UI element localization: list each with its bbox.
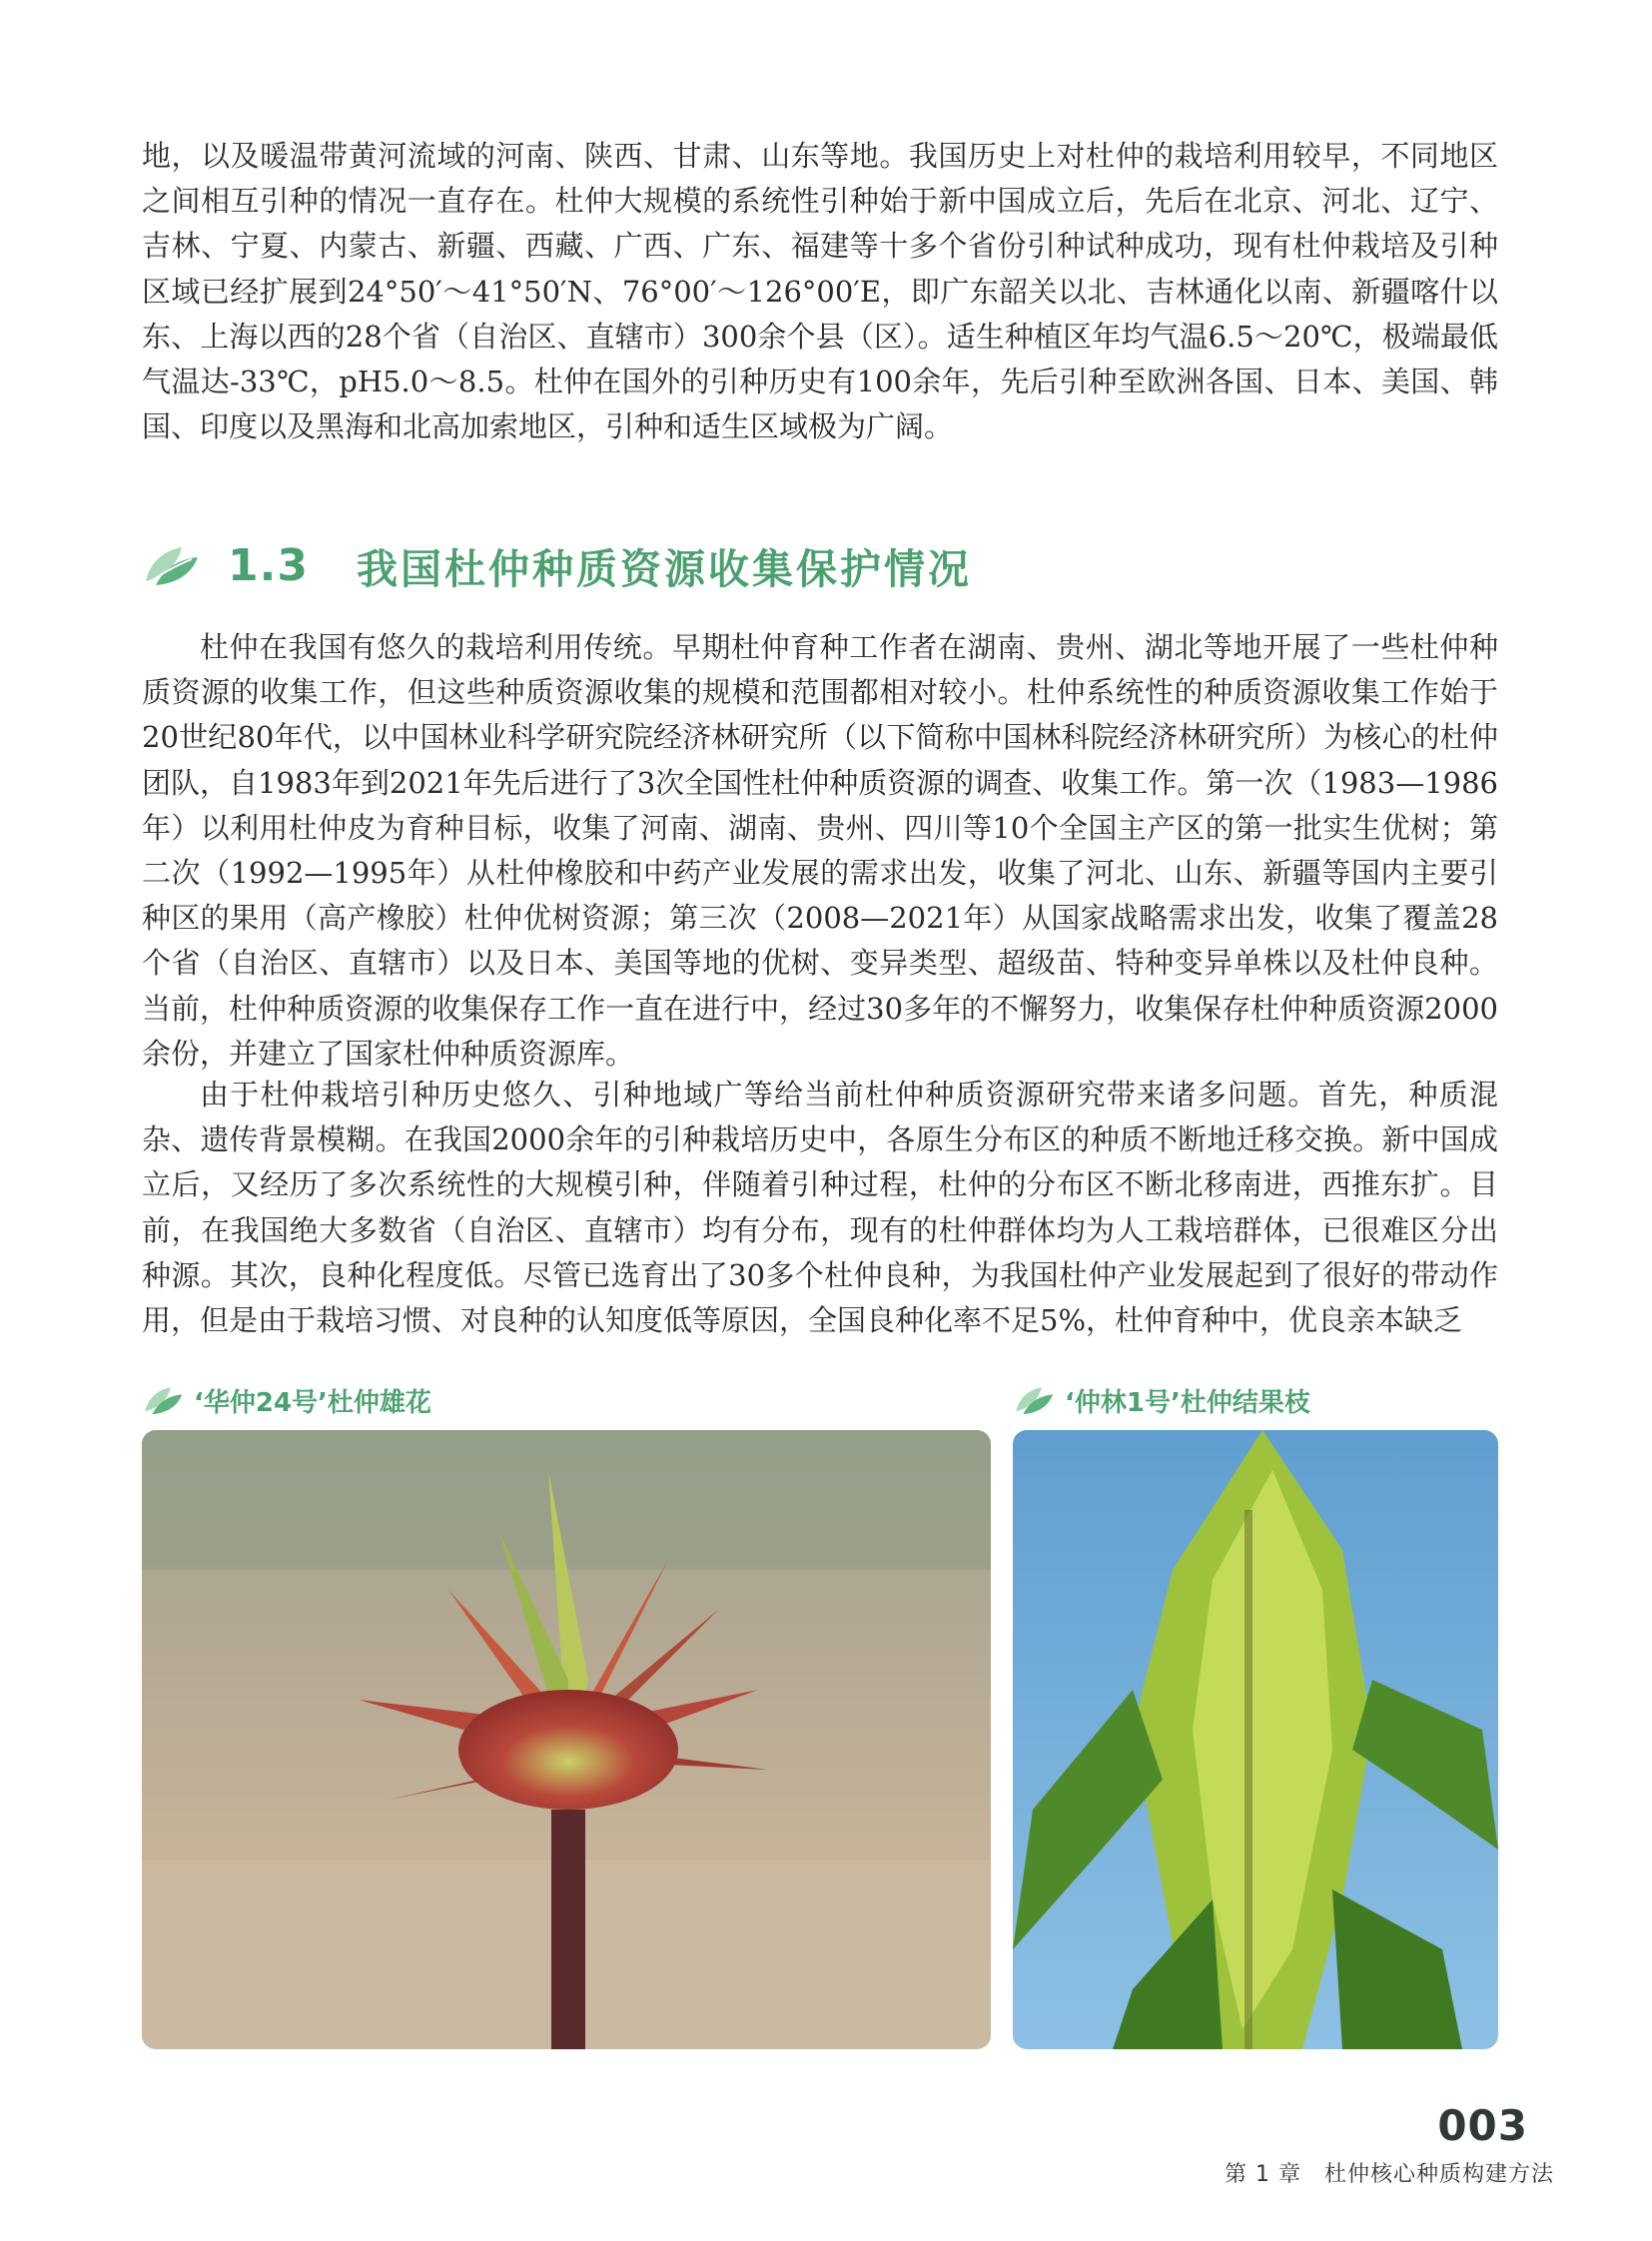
male-flower-photo: [142, 1430, 991, 2049]
leaf-icon: [1013, 1383, 1055, 1417]
page-number: 003: [1437, 2101, 1528, 2150]
body-paragraph-1: 地，以及暖温带黄河流域的河南、陕西、甘肃、山东等地。我国历史上对杜仲的栽培利用较早，不同地区之间相互引种的情况一直存在。杜仲大规模的系统性引种始于新中国成立后，先后在北京、河北、辽宁、吉林、宁夏、内蒙古、新疆、西藏、广西、广东、福建等十多个省份引种试种成功，现有杜仲栽培及引种区域已经扩展到24°50′～41°50′N、76°00′～126°00′E，即广东韶关以北、吉林通化以南、新疆喀什以东、上海以西的28个省（自治区、直辖市）300余个县（区）。适生种植区年均气温6.5～20℃，极端最低气温达-33℃，pH5.0～8.5。杜仲在国外的引种历史有100余年，先后引种至欧洲各国、日本、美国、韩国、印度以及黑海和北高加索地区，引种和适生区域极为广阔。: [142, 139, 1498, 444]
section-number: 1.3: [228, 539, 309, 591]
chapter-label: 第 1 章 杜仲核心种质构建方法: [1225, 2162, 1554, 2187]
figure-caption-left-text: ‘华仲24号’杜仲雄花: [194, 1387, 431, 1418]
section-heading: [142, 533, 972, 597]
leaf-icon: [142, 541, 200, 589]
body-paragraph-3: 由于杜仲栽培引种历史悠久、引种地域广等给当前杜仲种质资源研究带来诸多问题。首先，种质混杂、遗传背景模糊。在我国2000余年的引种栽培历史中，各原生分布区的种质不断地迁移交换。新中国成立后，又经历了多次系统性的大规模引种，伴随着引种过程，杜仲的分布区不断北移南进，西推东扩。目前，在我国绝大多数省（自治区、直辖市）均有分布，现有的杜仲群体均为人工栽培群体，已很难区分出种源。其次，良种化程度低。尽管已选育出了30多个杜仲良种，为我国杜仲产业发展起到了很好的带动作用，但是由于栽培习惯、对良种的认知度低等原因，全国良种化率不足5%，杜仲育种中，优良亲本缺乏: [142, 1078, 1498, 1338]
section-title: 我国杜仲种质资源收集保护情况: [356, 544, 972, 593]
body-paragraph-2: 杜仲在我国有悠久的栽培利用传统。早期杜仲育种工作者在湖南、贵州、湖北等地开展了一些杜仲种质资源的收集工作，但这些种质资源收集的规模和范围都相对较小。杜仲系统性的种质资源收集工作始于20世纪80年代，以中国林业科学研究院经济林研究所（以下简称中国林科院经济林研究所）为核心的杜仲团队，自1983年到2021年先后进行了3次全国性杜仲种质资源的调查、收集工作。第一次（1983—1986年）以利用杜仲皮为育种目标，收集了河南、湖南、贵州、四川等10个全国主产区的第一批实生优树；第二次（1992—1995年）从杜仲橡胶和中药产业发展的需求出发，收集了河北、山东、新疆等国内主要引种区的果用（高产橡胶）杜仲优树资源；第三次（2008—2021年）从国家战略需求出发，收集了覆盖28个省（自治区、直辖市）以及日本、美国等地的优树、变异类型、超级苗、特种变异单株以及杜仲良种。当前，杜仲种质资源的收集保存工作一直在进行中，经过30多年的不懈努力，收集保存杜仲种质资源2000余份，并建立了国家杜仲种质资源库。: [142, 630, 1498, 1071]
figure-caption-left: [142, 1378, 431, 1422]
figure-caption-right: [1013, 1378, 1310, 1422]
leaf-icon: [142, 1383, 184, 1417]
figure-caption-right-text: ‘仲林1号’杜仲结果枝: [1065, 1387, 1310, 1418]
fruiting-branch-photo: [1013, 1430, 1498, 2049]
